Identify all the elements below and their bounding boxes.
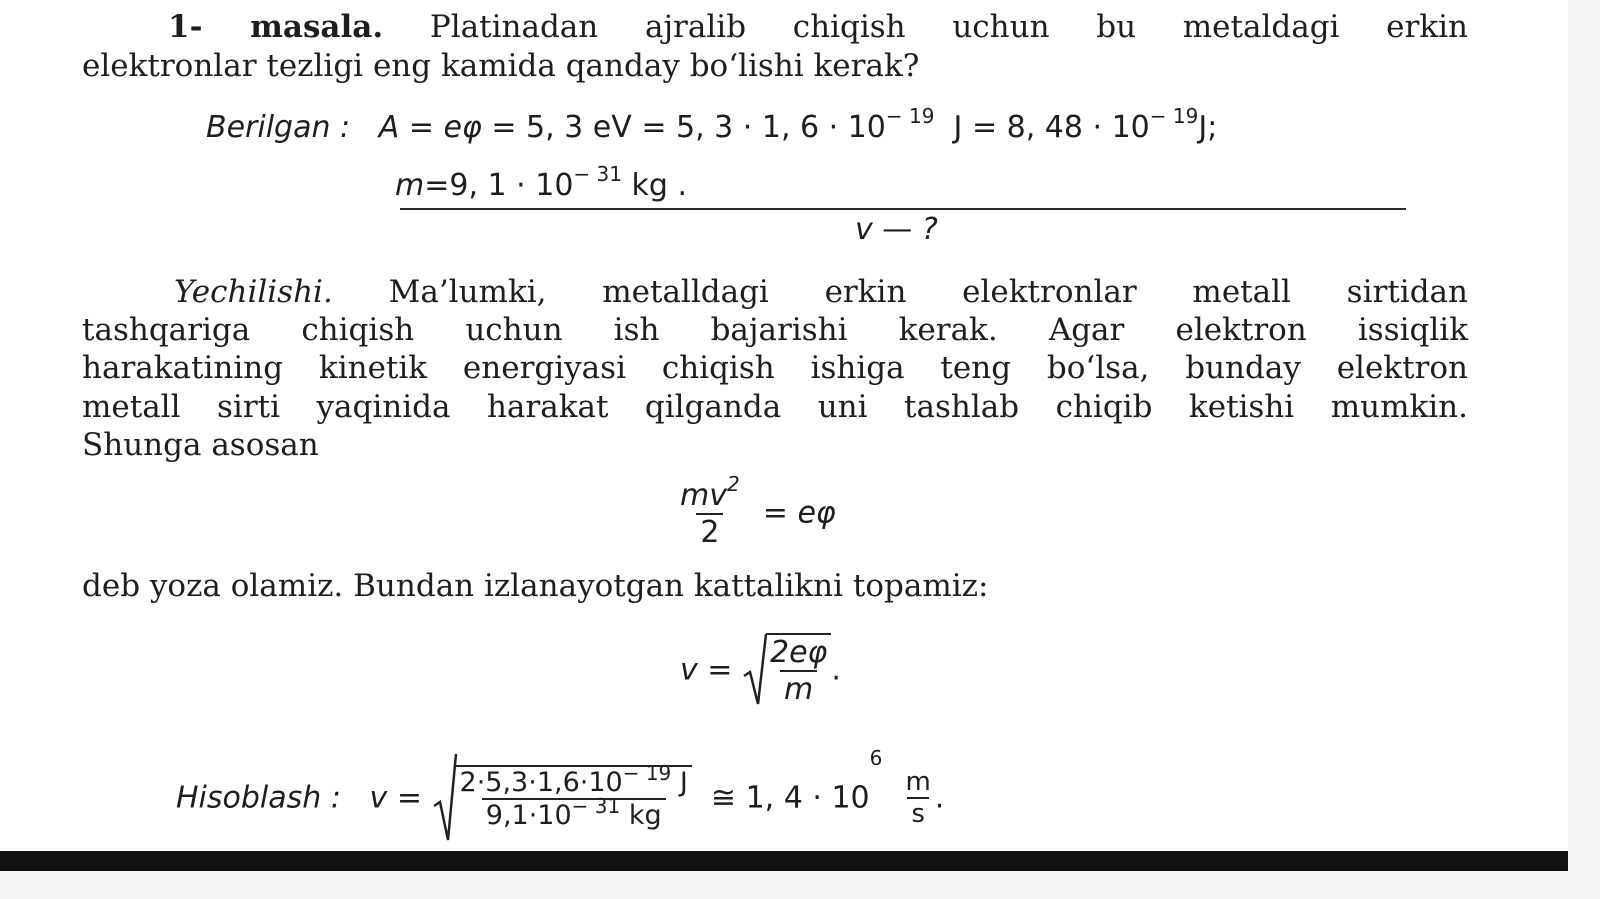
- given-line-2: m=9, $1 \cdot 10^{- 31}$ kg .: [395, 162, 688, 203]
- solution-line-3: harakatining kinetik energiyasi chiqish ishiga teng bo‘lsa, bunday elektron: [82, 350, 1468, 386]
- sqrt-symbol: [742, 632, 768, 708]
- problem-line-1: [82, 8, 1468, 47]
- find-line: v — ?: [855, 212, 938, 247]
- solution-line-5: Shunga asosan: [82, 427, 319, 463]
- bottom-black-bar: [0, 851, 1568, 871]
- calc-label: Hisoblash :: [176, 780, 341, 816]
- problem-number: 1- masala.: [168, 9, 384, 45]
- solution-line-1: Yechilishi. Ma’lumki, metalldagi erkin elektronlar metall sirtidan: [174, 274, 1468, 310]
- given-divider: [400, 208, 1406, 210]
- solution-label: Yechilishi.: [174, 274, 333, 310]
- problem-line-2: elektronlar tezligi eng kamida qanday bo‘lishi kerak?: [82, 48, 920, 84]
- solution-line-6: deb yoza olamiz. Bundan izlanayotgan kattalikni topamiz:: [82, 568, 989, 604]
- solution-line-2: tashqariga chiqish uchun ish bajarishi kerak. Agar elektron issiqlik: [82, 312, 1468, 348]
- given-line-1: Berilgan : A = eφ = 5, 3 eV = 5, 3 · 1, $6 \cdot 10^{- 19}$ J = 8, $48 \cdot 10^{- 19}J$;: [206, 104, 1218, 145]
- problem-text-1: Platinadan ajralib chiqish uchun bu metaldagi erkin: [429, 9, 1468, 45]
- bottom-margin: [0, 871, 1568, 899]
- given-label: Berilgan :: [206, 110, 351, 145]
- equation-kinetic: $\frac{mv^2}{2}$ = eφ: [680, 472, 836, 550]
- solution-line-4: metall sirti yaqinida harakat qilganda uni tashlab chiqib ketishi mumkin.: [82, 389, 1468, 425]
- calculation-line: Hisoblash : v = $\frac{2\cdot 5,3\cdot 1,6\cdot 10^{- 19} J}{9,1\cdot 10^{- 31} kg}$ ≅ 1, $4 \cdot 10^6$ $\frac{m}{s}$ .: [176, 752, 944, 844]
- right-margin: [1568, 0, 1600, 899]
- equation-velocity: v = $\frac{2e\varphi}{m}$ .: [680, 632, 841, 708]
- sqrt-symbol: [432, 752, 458, 844]
